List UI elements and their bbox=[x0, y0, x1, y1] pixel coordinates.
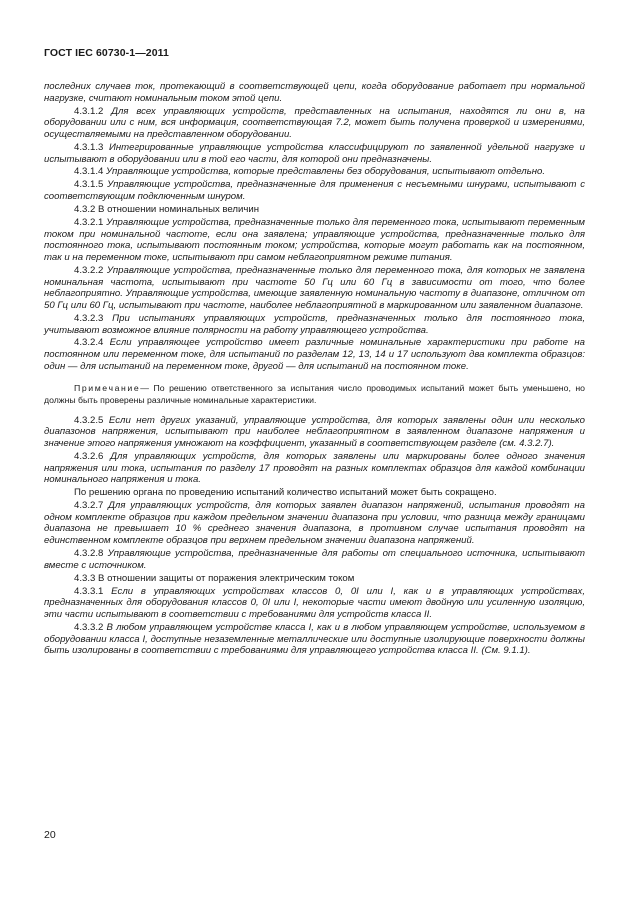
clause-number: 4.3.2.3 bbox=[74, 312, 104, 324]
paragraph bbox=[44, 217, 585, 264]
clause-number: 4.3.2.1 bbox=[74, 216, 104, 228]
paragraph bbox=[44, 204, 585, 216]
clause-number: 4.3.3 bbox=[74, 572, 96, 584]
paragraph bbox=[44, 337, 585, 372]
paragraph-text: Для всех управляющих устройств, представленных на испытания, находятся ли они в, на оборудовании или с ним, вся информация, соответствующая 7.2, может быть получена проверкой и измерениями, осуществляемыми на представленном оборудовании. bbox=[44, 105, 585, 140]
clause-number: 4.3.2.7 bbox=[74, 500, 104, 512]
paragraph bbox=[44, 81, 585, 104]
paragraph bbox=[44, 106, 585, 141]
paragraph-text: Для управляющих устройств, для которых заявлены или маркированы более одного значения напряжения или тока, испытания по разделу 17 проводят на разных комплектах образцов для каждой комбинации номинального напряжения и тока. bbox=[44, 450, 585, 486]
document-body bbox=[44, 81, 585, 658]
note-block bbox=[44, 382, 585, 406]
paragraph-text: Управляющие устройства, предназначенные только для переменного тока, испытывают переменным током при номинальной частоте, если она заявлена; управляющие устройства, предназначенные только для постоянного тока, испытывают постоянным током; устройства, которые могут работать как на постоянном, так и на переменном токе, испытывают при самом неблагоприятном режиме питания. bbox=[44, 216, 586, 263]
paragraph-group-1 bbox=[44, 81, 585, 373]
page-number: 20 bbox=[44, 829, 56, 841]
paragraph-text: Управляющие устройства, предназначенные для применения с несъемными шнурами, испытывают с соответствующим подключенным шнуром. bbox=[44, 179, 585, 203]
clause-number: 4.3.1.4 bbox=[74, 166, 104, 178]
paragraph-text: В отношении номинальных величин bbox=[98, 203, 260, 215]
paragraph bbox=[44, 179, 585, 202]
document-header: ГОСТ IEC 60730-1—2011 bbox=[44, 47, 169, 59]
paragraph-text: В отношении защиты от поражения электрическим током bbox=[98, 572, 355, 584]
paragraph-text: Если в управляющих устройствах классов 0, 0I или I, как и в управляющих устройствах, предназначенных для оборудования классов 0, 0I или I, некоторые части имеют двойную или усиленную изоляцию, эти части испытывают в соответствии с требованиями для устройств класса II. bbox=[44, 585, 585, 620]
clause-number: 4.3.2.4 bbox=[74, 337, 104, 349]
paragraph-group-2 bbox=[44, 415, 585, 657]
clause-number: 4.3.2.8 bbox=[74, 548, 104, 560]
note-text: — По решению ответственного за испытания число проводимых испытаний может быть уменьшено, но должны быть проверены различные номинальные характеристики. bbox=[44, 382, 585, 405]
paragraph bbox=[44, 573, 585, 585]
paragraph-text: последних случаев ток, протекающий в соответствующей цепи, когда оборудование работает при нормальной нагрузке, считают номинальным током этой цепи. bbox=[44, 81, 585, 104]
clause-number: 4.3.2.2 bbox=[74, 264, 104, 276]
paragraph bbox=[44, 166, 585, 178]
paragraph bbox=[44, 265, 585, 312]
paragraph-text: При испытаниях управляющих устройств, предназначенных только для постоянного тока, учитывают возможное влияние полярности на работу управляющего устройства. bbox=[44, 312, 585, 336]
paragraph-text: Интегрированные управляющие устройства классифицируют по заявленной удельной нагрузке и испытывают в оборудовании или в той его части, для которой они предназначены. bbox=[44, 141, 585, 165]
clause-number: 4.3.3.2 bbox=[74, 621, 104, 633]
paragraph-text: В любом управляющем устройстве класса I, как и в любом управляющем устройстве, используемом в оборудовании класса I, доступные незаземленные металлические или доступные изолирующие поверхности должны быть изолированы в соответствии с требованиями для управляющего устройства класса II. (См. 9.1.1). bbox=[44, 621, 585, 657]
paragraph-text: Управляющие устройства, предназначенные для работы от специального источника, испытывают вместе с источником. bbox=[44, 548, 585, 571]
clause-number: 4.3.3.1 bbox=[74, 585, 104, 597]
paragraph-text: Если нет других указаний, управляющие устройства, для которых заявлены один или несколько диапазонов напряжения, испытывают при наиболее неблагоприятном в заявленном диапазоне напряжения и значение этого напряжения умножают на коэффициент, указанный в соответствующем разделе (см. 4.3.2.7). bbox=[44, 414, 586, 449]
clause-number: 4.3.2.6 bbox=[74, 450, 104, 462]
paragraph bbox=[44, 548, 585, 571]
paragraph bbox=[44, 586, 585, 621]
paragraph bbox=[44, 313, 585, 336]
paragraph bbox=[44, 415, 585, 450]
paragraph bbox=[44, 500, 585, 547]
note-label: Примечание bbox=[74, 382, 141, 393]
clause-number: 4.3.2.5 bbox=[74, 414, 104, 426]
paragraph-text: Управляющие устройства, предназначенные только для переменного тока, для которых не заявлена номинальная частота, испытывают при частоте 50 Гц или 60 Гц в зависимости от того, что более неблагоприятно. Управляющие устройства, имеющие заявленную номинальную частоту в диапазоне, отличном от 50 Гц или 60 Гц, испытывают при частоте, наиболее неблагоприятной в маркированном или заявленном диапазоне. bbox=[44, 264, 585, 311]
clause-number: 4.3.1.5 bbox=[74, 179, 104, 191]
paragraph bbox=[44, 487, 585, 499]
paragraph bbox=[44, 622, 585, 657]
paragraph-text: По решению органа по проведению испытаний количество испытаний может быть сокращено. bbox=[74, 487, 497, 499]
clause-number: 4.3.1.3 bbox=[74, 141, 104, 153]
clause-number: 4.3.2 bbox=[74, 203, 96, 215]
paragraph-text: Для управляющих устройств, для которых заявлен диапазон напряжений, испытания проводят на одном комплекте образцов при каждом предельном значении диапазона при условии, что разница между границами диапазона не превышает 10 % среднего значения диапазона, в противном случае испытания проводят на единственном комплекте образцов при верхнем предельном значении диапазона напряжений. bbox=[44, 500, 585, 547]
paragraph-text: Если управляющее устройство имеет различные номинальные характеристики при работе на постоянном или переменном токе, для испытаний по разделам 12, 13, 14 и 17 используют два комплекта образцов: один — для испытаний на переменном токе, другой — для испытаний на постоянном токе. bbox=[44, 337, 585, 372]
clause-number: 4.3.1.2 bbox=[74, 105, 104, 117]
paragraph bbox=[44, 142, 585, 165]
paragraph bbox=[44, 451, 585, 486]
paragraph-text: Управляющие устройства, которые представлены без оборудования, испытывают отдельно. bbox=[106, 166, 546, 178]
